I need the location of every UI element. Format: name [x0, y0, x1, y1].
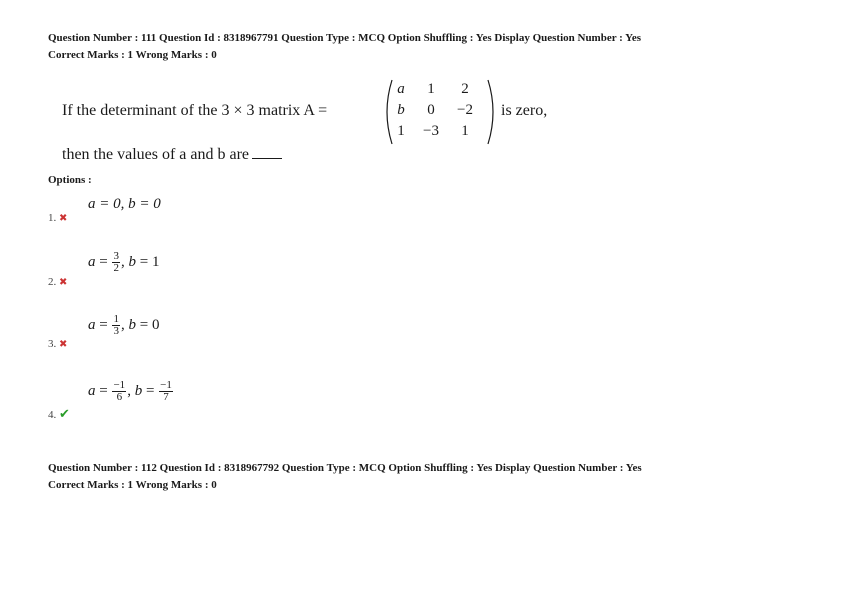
correct-check-icon: ✔: [59, 406, 70, 421]
matrix-cell: 1: [427, 81, 435, 97]
option-2-expression: a = $\frac{3}{2}$ , b = 1: [88, 250, 160, 274]
matrix-cell: −3: [423, 123, 439, 139]
question-111-header: Question Number : 111 Question Id : 8318967791 Question Type : MCQ Option Shuffling : Yes Display Question Number : Yes: [48, 32, 642, 44]
option-1-text: a = 0, b = 0: [88, 196, 161, 212]
option-3-label: [48, 338, 67, 350]
wrong-icon: ✖: [59, 339, 68, 350]
option-2-a-fraction: $\frac{3}{2}$: [113, 250, 119, 274]
option-3-expression: a = $\frac{1}{3}$ , b = 0: [88, 313, 160, 337]
question-111-text-line2: then the values of a and b are: [62, 146, 250, 163]
matrix-cell: 2: [461, 81, 469, 97]
matrix-cell: 0: [427, 102, 435, 118]
wrong-icon: ✖: [59, 277, 68, 288]
option-4-number: 4.: [48, 409, 57, 421]
option-4-expression: a = $\frac{-1}{6}$ , b = $\frac{-1}{7}$: [88, 379, 172, 403]
question-111-text-suffix: is zero,: [501, 102, 548, 119]
matrix-cell: −2: [457, 102, 473, 118]
matrix-cell: 1: [397, 123, 405, 139]
option-2-number: 2.: [48, 276, 57, 288]
option-4-a-fraction: $\frac{-1}{6}$: [113, 379, 126, 403]
question-111-meta: [48, 30, 641, 64]
question-111-text-line1: If the determinant of the 3 × 3 matrix A =: [62, 102, 328, 119]
wrong-icon: ✖: [59, 213, 68, 224]
option-1-label: [48, 212, 67, 224]
option-3-a-fraction: $\frac{1}{3}$: [113, 313, 119, 337]
matrix-cell: b: [397, 102, 405, 118]
question-111-text-line2-wrap: [62, 146, 282, 164]
option-1-expression: [88, 196, 161, 213]
matrix-a: [382, 78, 498, 146]
answer-blank: [252, 146, 282, 159]
matrix-cell: a: [397, 81, 405, 97]
option-2-b-value: 1: [151, 253, 160, 270]
options-label: Options :: [48, 174, 92, 186]
question-112-header: Question Number : 112 Question Id : 8318967792 Question Type : MCQ Option Shuffling : Yes Display Question Number : Yes: [48, 462, 642, 474]
question-112-meta: [48, 460, 642, 494]
option-4-label: [48, 406, 70, 422]
question-111-marks: Correct Marks : 1 Wrong Marks : 0: [48, 49, 217, 61]
matrix-cell: 1: [461, 123, 469, 139]
question-112-marks: Correct Marks : 1 Wrong Marks : 0: [48, 479, 217, 491]
option-3-number: 3.: [48, 338, 57, 350]
option-3-b-value: 0: [151, 316, 160, 333]
option-4-b-fraction: $\frac{-1}{7}$: [160, 379, 172, 403]
option-1-number: 1.: [48, 212, 57, 224]
option-2-label: [48, 276, 67, 288]
